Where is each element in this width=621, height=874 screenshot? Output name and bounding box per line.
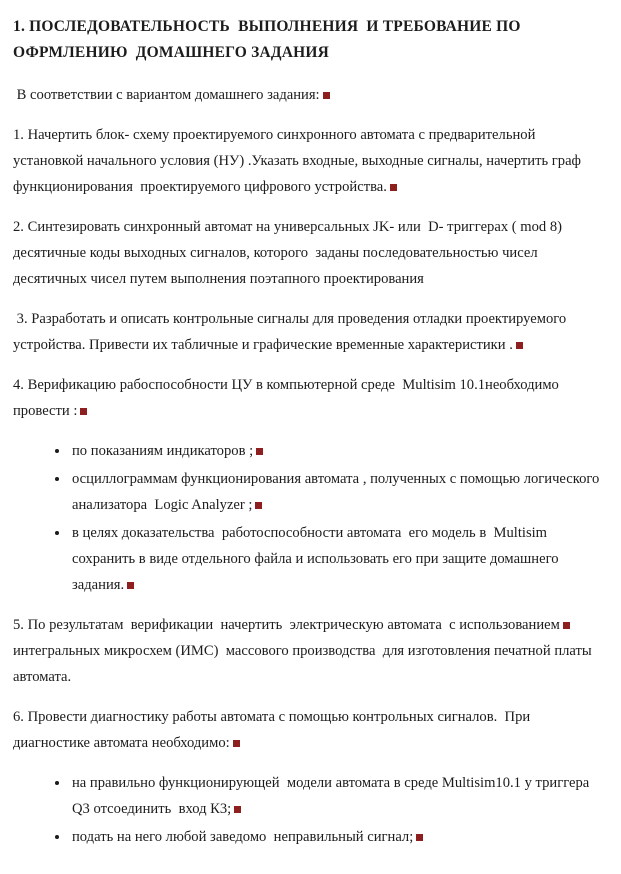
red-square-mark bbox=[416, 834, 423, 841]
paragraph-text: интегральных микросхем (ИМС) массового производства для изготовления печатной платы автомата. bbox=[13, 617, 596, 685]
list-item bbox=[70, 438, 601, 464]
paragraph-2 bbox=[13, 214, 601, 292]
red-square-mark bbox=[80, 408, 87, 415]
paragraph-text: 2. Синтезировать синхронный автомат на универсальных JK- или D- триггерах ( mod 8) десятичные коды выходных сигналов, которого заданы последовательностью чисел десятичных чисел путем выполнения поэтапного проектирования bbox=[13, 219, 566, 287]
bullet-list-verification bbox=[13, 438, 601, 598]
red-square-mark bbox=[323, 92, 330, 99]
paragraph-5 bbox=[13, 612, 601, 690]
paragraph-text: 6. Провести диагностику работы автомата с помощью контрольных сигналов. При диагностике автомата необходимо: bbox=[13, 709, 534, 751]
red-square-mark bbox=[255, 502, 262, 509]
intro-paragraph bbox=[13, 82, 601, 108]
paragraph-6 bbox=[13, 704, 601, 756]
list-item-text: по показаниям индикаторов ; bbox=[72, 443, 254, 459]
red-square-mark bbox=[256, 448, 263, 455]
list-item bbox=[70, 824, 601, 850]
document-title: 1. ПОСЛЕДОВАТЕЛЬНОСТЬ ВЫПОЛНЕНИЯ И ТРЕБОВАНИЕ ПО ОФРМЛЕНИЮ ДОМАШНЕГО ЗАДАНИЯ bbox=[13, 18, 525, 61]
red-square-mark bbox=[234, 806, 241, 813]
list-item bbox=[70, 466, 601, 518]
list-item-text: на правильно функционирующей модели автомата в среде Multisim10.1 у триггера Q3 отсоединить вход К3; bbox=[72, 775, 593, 817]
paragraph-text: 4. Верификацию рабоспособности ЦУ в компьютерной среде Multisim 10.1необходимо провести : bbox=[13, 377, 563, 419]
bullet-list-diagnostics bbox=[13, 770, 601, 850]
paragraph-3 bbox=[13, 306, 601, 358]
list-item bbox=[70, 770, 601, 822]
red-square-mark bbox=[127, 582, 134, 589]
paragraph-4 bbox=[13, 372, 601, 424]
list-item-text: подать на него любой заведомо неправильный сигнал; bbox=[72, 829, 414, 845]
list-item-text: в целях доказательства работоспособности автомата его модель в Multisim сохранить в виде отдельного файла и использовать его при защите домашнего задания. bbox=[72, 525, 563, 593]
paragraph-1 bbox=[13, 122, 601, 200]
paragraph-text: 1. Начертить блок- схему проектируемого синхронного автомата с предварительной установкой начального условия (НУ) .Указать входные, выходные сигналы, начертить граф функционирования проектируемого цифрового устройства. bbox=[13, 127, 585, 195]
red-square-mark bbox=[563, 622, 570, 629]
paragraph-text: 3. Разработать и описать контрольные сигналы для проведения отладки проектируемого устройства. Привести их табличные и графические временные характеристики . bbox=[13, 311, 570, 353]
list-item bbox=[70, 520, 601, 598]
paragraph-text: 5. По результатам верификации начертить электрическую автомата с использованием bbox=[13, 617, 560, 633]
red-square-mark bbox=[233, 740, 240, 747]
list-item-text: осциллограммам функционирования автомата , полученных с помощью логического анализатора Logic Analyzer ; bbox=[72, 471, 603, 513]
red-square-mark bbox=[516, 342, 523, 349]
paragraph-text: В соответствии с вариантом домашнего задания: bbox=[13, 87, 320, 103]
red-square-mark bbox=[390, 184, 397, 191]
